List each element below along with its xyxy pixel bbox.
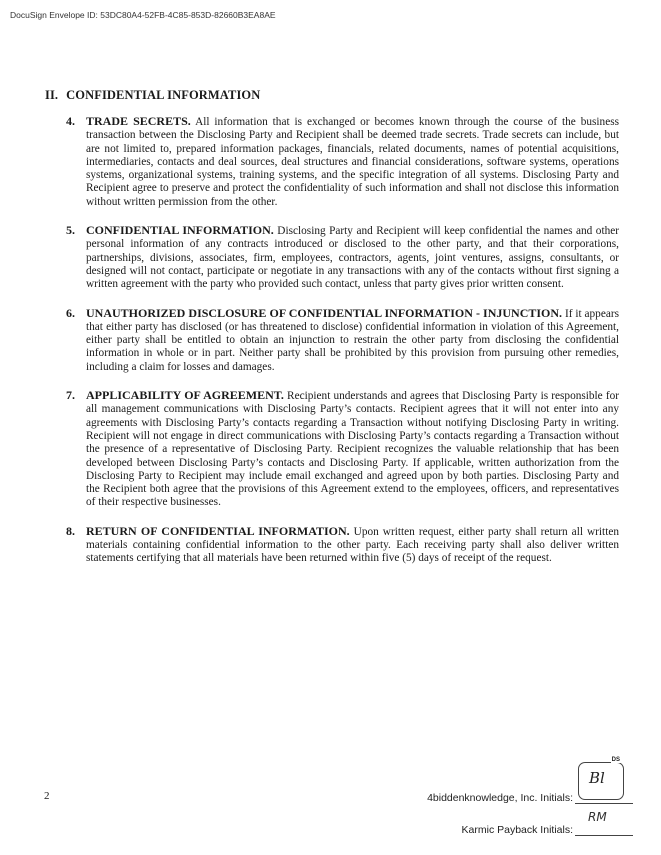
clause-body bbox=[86, 224, 619, 291]
clause-title: APPLICABILITY OF AGREEMENT. bbox=[86, 388, 284, 403]
clause-text: All information that is exchanged or becomes known through the course of the business transaction between the Disclosing Party and Recipient shall be deemed trade secrets. Trade secrets can include, but are not limited to, prepared information packages, financials, related documents, names of potential acquisitions, intermediaries, contacts and deal sources, deal structures and financial considerations, software systems, operations systems, organizational systems, training systems, and the specific integration of all systems. Disclosing Party and Recipient agree to preserve and protect the confidentiality of such information and shall not disclose this information without written permission from the other. bbox=[86, 116, 620, 208]
docusign-initials-box bbox=[578, 757, 624, 800]
clause-text: Disclosing Party and Recipient will keep confidential the names and other personal information of any contracts introduced or disclosed to the other party, and that their corporations, partnerships, divisions, associates, firm, employees, contractors, agents, joint ventures, assigns, consultants, or designed will not contact, participate or negotiate in any transactions with any of the contacts without first signing a written agreement with the party who provided such contact, unless that party gives prior written consent. bbox=[86, 225, 620, 291]
handwritten-initials: RM bbox=[588, 810, 607, 824]
clause-number: 7. bbox=[66, 388, 75, 403]
clause-body bbox=[86, 115, 619, 209]
initials-4biddenknowledge bbox=[427, 757, 633, 804]
clause-number: 5. bbox=[66, 223, 75, 238]
section-heading bbox=[45, 88, 260, 103]
clause-4 bbox=[66, 115, 619, 209]
docusign-tag: DS bbox=[611, 757, 620, 763]
clause-title: CONFIDENTIAL INFORMATION. bbox=[86, 223, 274, 238]
clause-text: If it appears that either party has disclosed (or has threatened to disclose) confidential information in violation of this Agreement, either party shall be entitled to obtain an injunction to restrain the other party from disclosing the confidential information in whole or in part. Neither party shall be prohibited by this provision from pursuing other remedies, including a claim for losses and damages. bbox=[86, 307, 620, 373]
clause-body bbox=[86, 525, 619, 566]
clause-8 bbox=[66, 525, 619, 566]
initials-signature-line[interactable] bbox=[575, 810, 633, 836]
clause-6 bbox=[66, 307, 619, 374]
clause-7 bbox=[66, 389, 619, 510]
clause-text: Recipient understands and agrees that Disclosing Party is responsible for all management communications with Disclosing Party’s contacts. Recipient agrees that it will not enter into any agreements with Disclosing Party’s contacts regarding a Transaction without notifying Disclosing Party in writing. Recipient will not engage in direct communications with Disclosing Party’s contacts regarding a Transaction without the presence of a representative of Disclosing Party. Recipient recognizes the valuable relationship that has been developed between Disclosing Party’s contacts and Disclosing Party. If applicable, written authorization from the Disclosing Party to Recipient may include email exchanged and agreed upon by both parties. Disclosing Party and the Recipient both agree that the provisions of this Agreement extend to the employees, officers, and representatives of their respective businesses. bbox=[86, 390, 620, 509]
clause-title: RETURN OF CONFIDENTIAL INFORMATION. bbox=[86, 523, 350, 538]
initials-karmic-payback bbox=[461, 810, 633, 836]
clause-title: TRADE SECRETS. bbox=[86, 114, 191, 128]
handwritten-initials: Bl bbox=[589, 769, 605, 787]
clause-text: Upon written request, either party shall return all written materials containing confidential information to the other party. Each receiving party shall also deliver written statements certifying that all materials have been returned within five (5) days of receipt of the request. bbox=[86, 525, 619, 565]
clause-body bbox=[86, 389, 619, 510]
clause-title: UNAUTHORIZED DISCLOSURE OF CONFIDENTIAL INFORMATION - INJUNCTION. bbox=[86, 305, 563, 320]
envelope-id: DocuSign Envelope ID: 53DC80A4-52FB-4C85-853D-82660B3EA8AE bbox=[10, 10, 276, 20]
page-number: 2 bbox=[44, 790, 50, 802]
section-title: CONFIDENTIAL INFORMATION bbox=[66, 88, 261, 102]
clause-5 bbox=[66, 224, 619, 291]
clause-list bbox=[66, 115, 619, 581]
clause-number: 6. bbox=[66, 305, 75, 320]
clause-number: 8. bbox=[66, 523, 75, 538]
section-number: II. bbox=[45, 88, 59, 102]
initials-signature-line[interactable] bbox=[575, 757, 633, 804]
initials-label: Karmic Payback Initials: bbox=[461, 824, 573, 836]
clause-number: 4. bbox=[66, 114, 75, 128]
clause-body bbox=[86, 307, 619, 374]
initials-label: 4biddenknowledge, Inc. Initials: bbox=[427, 792, 573, 804]
